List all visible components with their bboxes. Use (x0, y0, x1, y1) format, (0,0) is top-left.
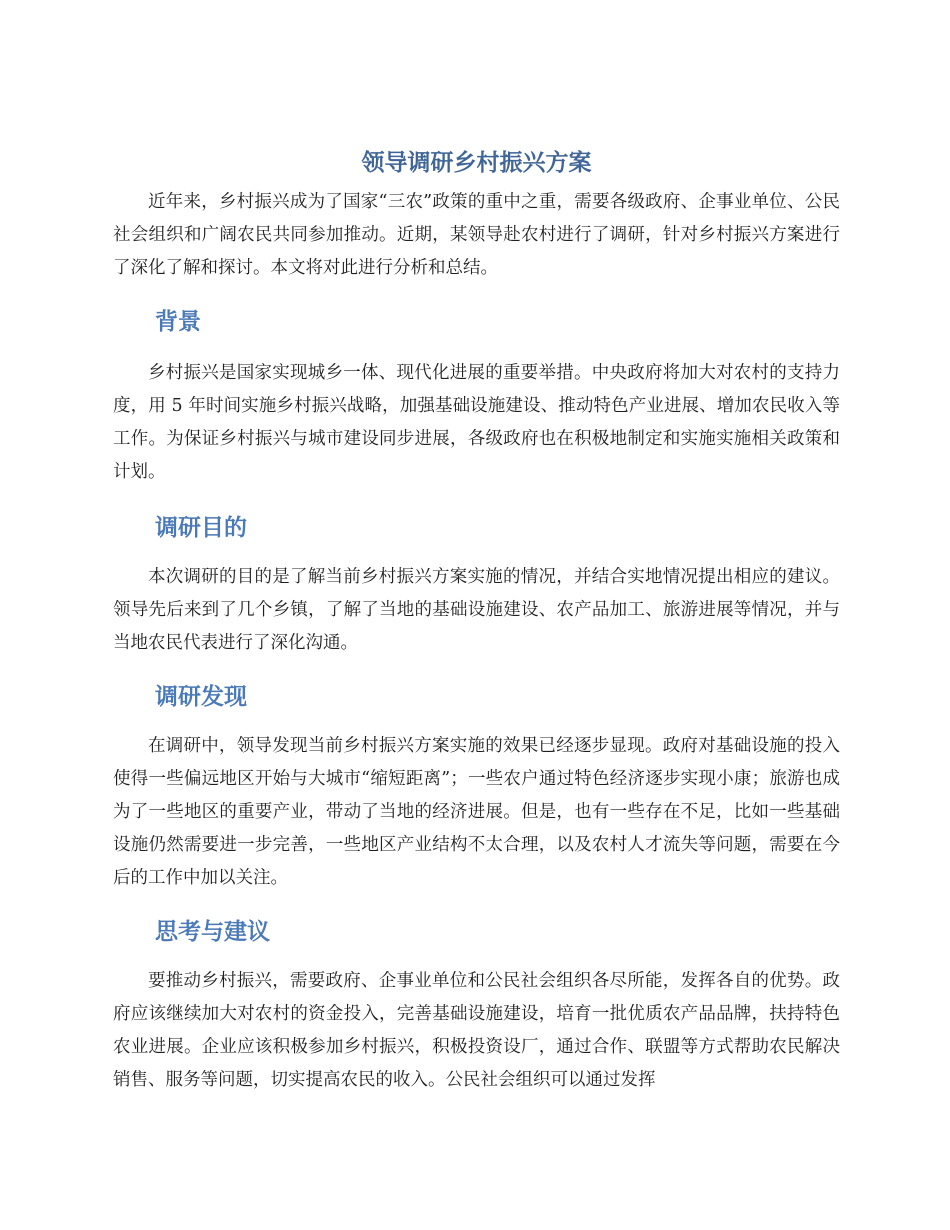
section-body-suggestions: 要推动乡村振兴，需要政府、企事业单位和公民社会组织各尽所能，发挥各自的优势。政府应该继续加大对农村的资金投入，完善基础设施建设，培育一批优质农产品品牌，扶持特色农业进展。企业应该积极参加乡村振兴，积极投资设厂，通过合作、联盟等方式帮助农民解决销售、服务等问题，切实提高农民的收入。公民社会组织可以通过发挥 (113, 971, 840, 1090)
intro-paragraph: 近年来，乡村振兴成为了国家“三农”政策的重中之重，需要各级政府、企事业单位、公民社会组织和广阔农民共同参加推动。近期，某领导赴农村进行了调研，针对乡村振兴方案进行了深化了解和探讨。本文将对此进行分析和总结。 (113, 192, 840, 278)
section-heading-background: 背景 (155, 309, 201, 335)
document-content (113, 146, 840, 1097)
section-heading-findings: 调研发现 (155, 684, 247, 710)
section-body-purpose: 本次调研的目的是了解当前乡村振兴方案实施的情况，并结合实地情况提出相应的建议。领导先后来到了几个乡镇，了解了当地的基础设施建设、农产品加工、旅游进展等情况，并与当地农民代表进行了深化沟通。 (113, 567, 840, 653)
section-heading-suggestions: 思考与建议 (155, 919, 270, 945)
section-heading-purpose: 调研目的 (155, 515, 247, 541)
document-title: 领导调研乡村振兴方案 (361, 150, 592, 176)
section-body-findings: 在调研中，领导发现当前乡村振兴方案实施的效果已经逐步显现。政府对基础设施的投入使得一些偏远地区开始与大城市“缩短距离”；一些农户通过特色经济逐步实现小康；旅游也成为了一些地区的重要产业，带动了当地的经济进展。但是，也有一些存在不足，比如一些基础设施仍然需要进一步完善，一些地区产业结构不太合理，以及农村人才流失等问题，需要在今后的工作中加以关注。 (113, 736, 840, 888)
section-body-background: 乡村振兴是国家实现城乡一体、现代化进展的重要举措。中央政府将加大对农村的支持力度，用 5 年时间实施乡村振兴战略，加强基础设施建设、推动特色产业进展、增加农民收入等工作。为保证乡村振兴与城市建设同步进展，各级政府也在积极地制定和实施实施相关政策和计划。 (113, 363, 840, 482)
